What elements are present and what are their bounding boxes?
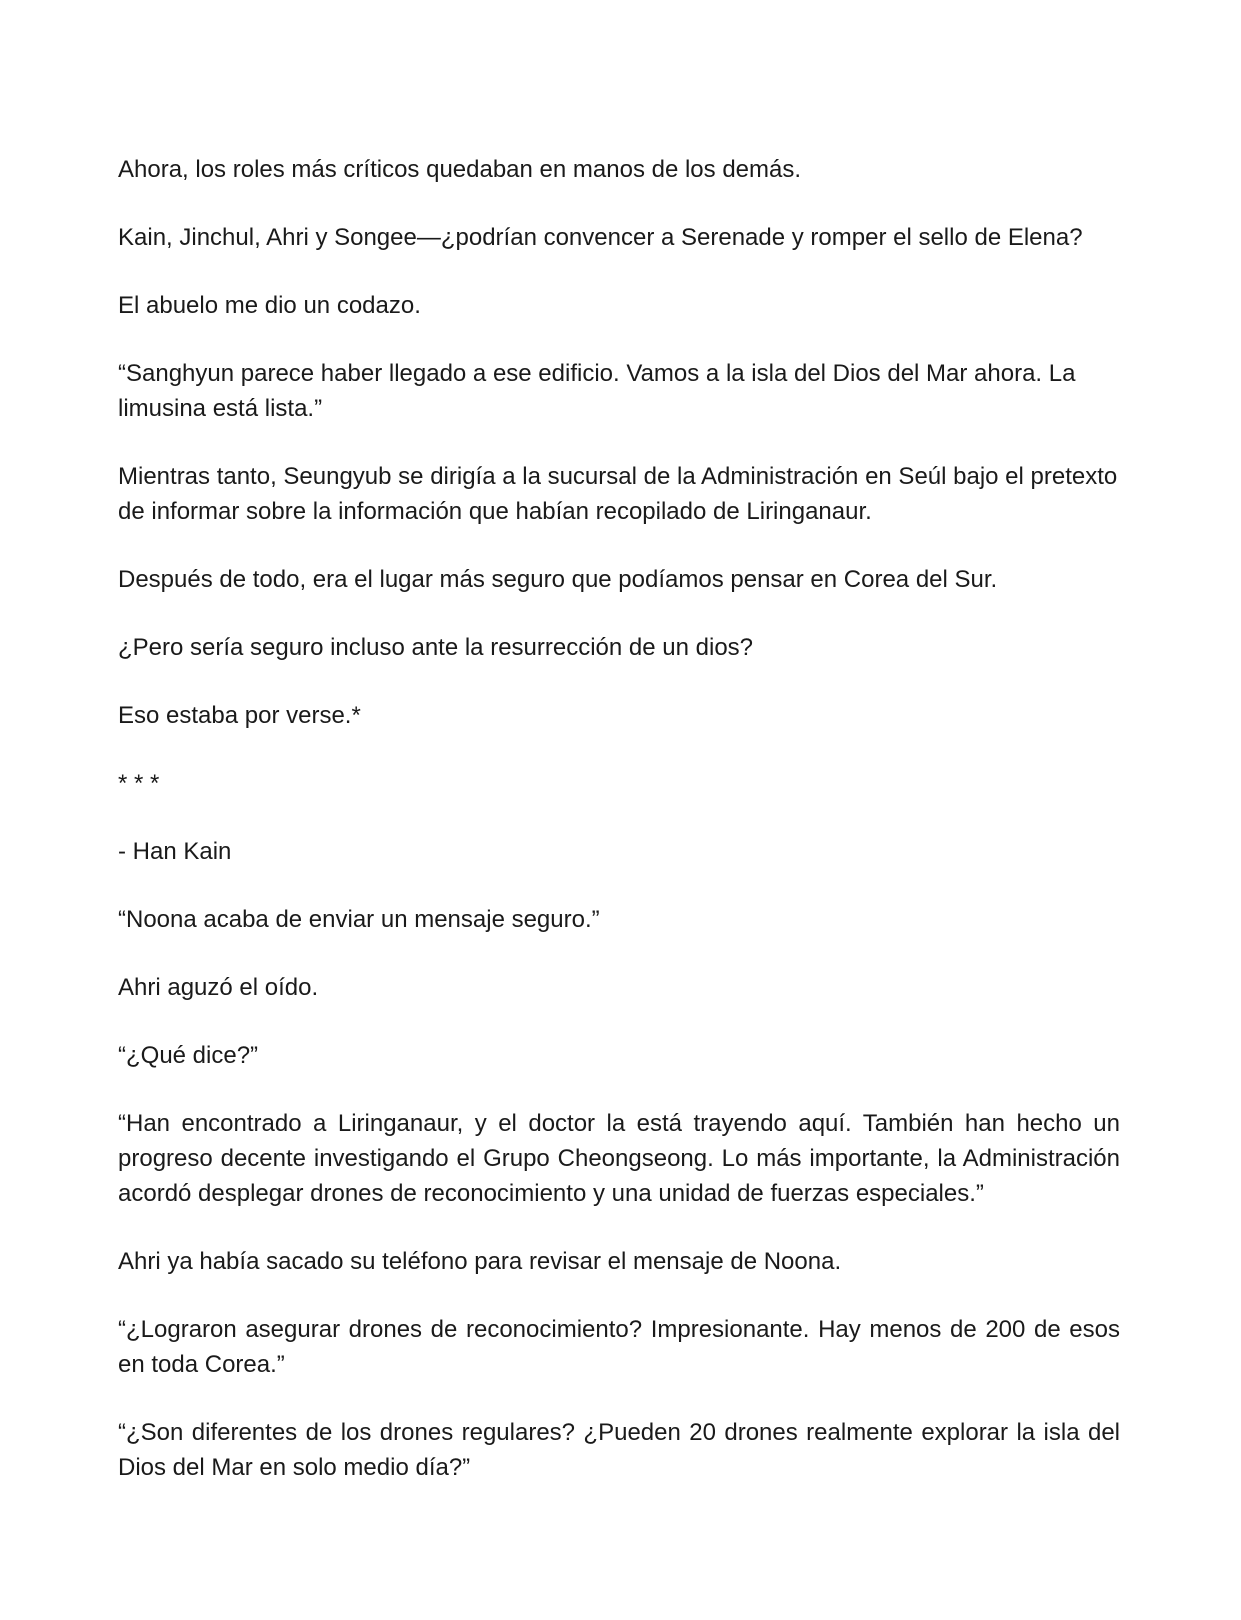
- paragraph-14: “Han encontrado a Liringanaur, y el doctor la está trayendo aquí. También han hecho un progreso decente investigando el Grupo Cheongseong. Lo más importante, la Administración acordó desplegar drones de reconocimiento y una unidad de fuerzas especiales.”: [118, 1110, 1120, 1207]
- paragraph-5: Mientras tanto, Seungyub se dirigía a la sucursal de la Administración en Seúl bajo el pretexto de informar sobre la información que habían recopilado de Liringanaur.: [118, 463, 1118, 525]
- paragraph-1: Ahora, los roles más críticos quedaban en manos de los demás.: [118, 156, 802, 183]
- pov-heading: - Han Kain: [118, 838, 232, 865]
- paragraph-6: Después de todo, era el lugar más seguro que podíamos pensar en Corea del Sur.: [118, 566, 998, 593]
- paragraph-12: Ahri aguzó el oído.: [118, 974, 319, 1001]
- scene-break: * * *: [118, 770, 160, 797]
- paragraph-11: “Noona acaba de enviar un mensaje seguro.”: [118, 906, 600, 933]
- paragraph-13: “¿Qué dice?”: [118, 1042, 259, 1069]
- paragraph-17: “¿Son diferentes de los drones regulares? ¿Pueden 20 drones realmente explorar la isla del Dios del Mar en solo medio día?”: [118, 1419, 1120, 1481]
- paragraph-15: Ahri ya había sacado su teléfono para revisar el mensaje de Noona.: [118, 1248, 842, 1275]
- document-body: [118, 152, 1120, 1518]
- paragraph-7: ¿Pero sería seguro incluso ante la resurrección de un dios?: [118, 634, 754, 661]
- paragraph-4: “Sanghyun parece haber llegado a ese edificio. Vamos a la isla del Dios del Mar ahora. La limusina está lista.”: [118, 360, 1076, 422]
- paragraph-3: El abuelo me dio un codazo.: [118, 292, 421, 319]
- paragraph-2: Kain, Jinchul, Ahri y Songee—¿podrían convencer a Serenade y romper el sello de Elena?: [118, 224, 1083, 251]
- paragraph-8: Eso estaba por verse.*: [118, 702, 361, 729]
- paragraph-16: “¿Lograron asegurar drones de reconocimiento? Impresionante. Hay menos de 200 de esos en toda Corea.”: [118, 1316, 1120, 1378]
